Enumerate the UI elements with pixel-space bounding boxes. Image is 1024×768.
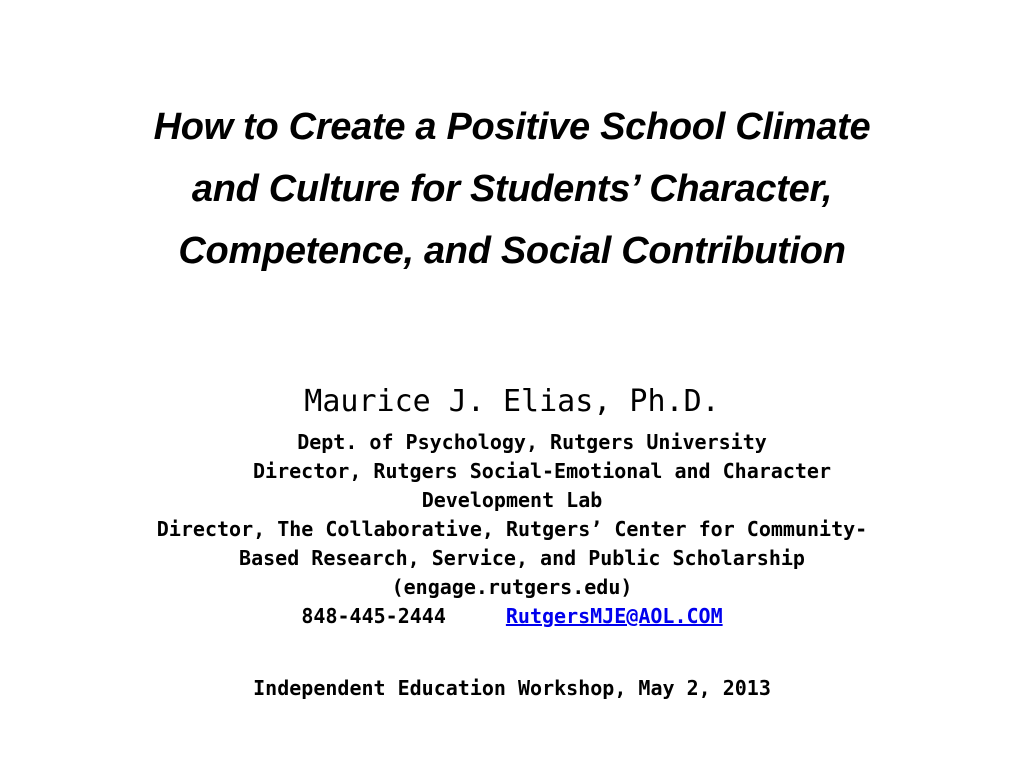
- affiliation-director-lab-line1: Director, Rutgers Social-Emotional and Character: [253, 459, 831, 483]
- affiliation-collaborative-line1: Director, The Collaborative, Rutgers’ Center for Community-: [156, 517, 868, 541]
- affiliation-website: (engage.rutgers.edu): [391, 575, 633, 599]
- affiliation-director-lab-line2: Development Lab: [421, 488, 603, 512]
- author-name: Maurice J. Elias, Ph.D.: [304, 384, 720, 419]
- author-details: [60, 428, 964, 631]
- title-line-2: and Culture for Students’ Character,: [191, 168, 833, 210]
- workshop-line: Independent Education Workshop, May 2, 2013: [253, 676, 771, 700]
- title-line-3: Competence, and Social Contribution: [178, 230, 846, 272]
- affiliation-collaborative-line2: Based Research, Service, and Public Scholarship: [239, 546, 805, 570]
- affiliation-department: Dept. of Psychology, Rutgers University: [297, 430, 767, 454]
- contact-row: [60, 602, 964, 631]
- phone-number: 848-445-2444: [301, 604, 446, 628]
- email-link[interactable]: RutgersMJE@AOL.COM: [505, 604, 723, 628]
- slide-title: [40, 96, 984, 282]
- title-line-1: How to Create a Positive School Climate: [153, 106, 871, 148]
